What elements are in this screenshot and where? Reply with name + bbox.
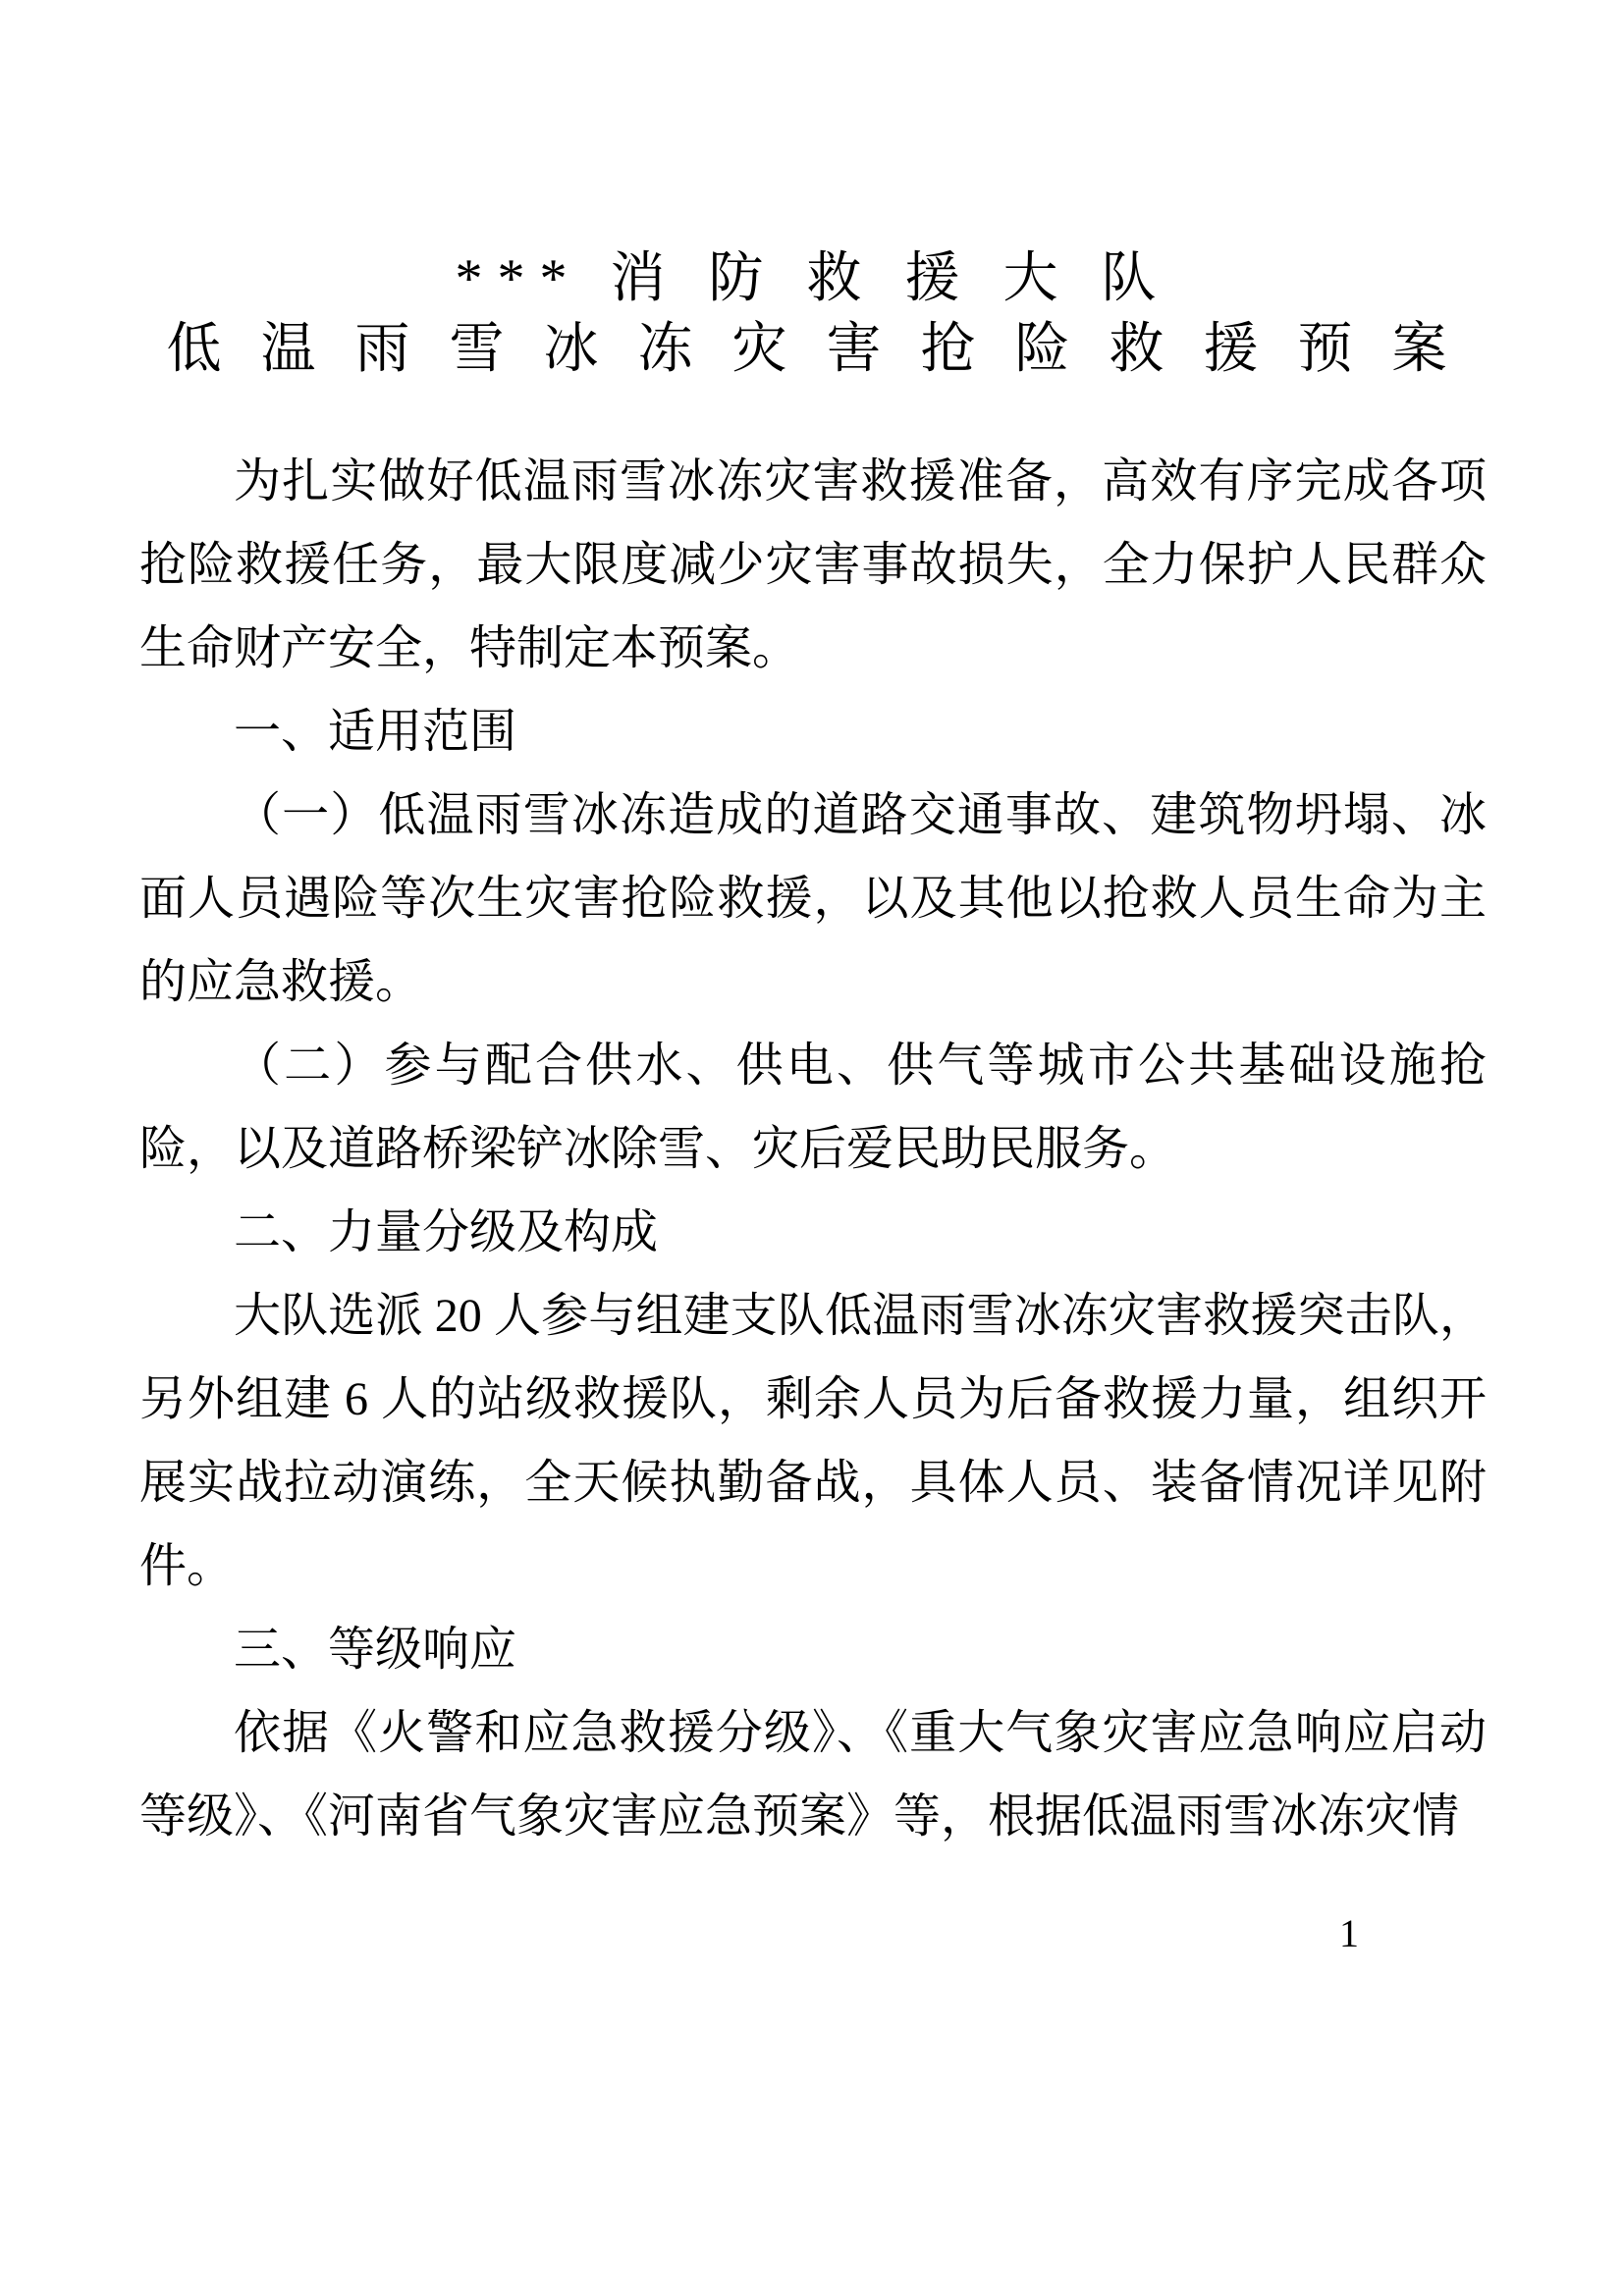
- paragraph-scope-item-1: （一）低温雨雪冰冻造成的道路交通事故、建筑物坍塌、冰面人员遇险等次生灾害抢险救援，以及其他以抢救人员生命为主的应急救援。: [139, 789, 1487, 1008]
- paragraph-scope-item-2: （二）参与配合供水、供电、供气等城市公共基础设施抢险，以及道路桥梁铲冰除雪、灾后爱民助民服务。: [139, 1040, 1487, 1175]
- document-title-line-2: 低 温 雨 雪 冰 冻 灾 害 抢 险 救 援 预 案: [166, 319, 1460, 380]
- section-heading-scope: 一、适用范围: [234, 706, 517, 758]
- paragraph-forces: 大队选派 20 人参与组建支队低温雨雪冰冻灾害救援突击队，另外组建 6 人的站级救援队，剩余人员为后备救援力量，组织开展实战拉动演练，全天候执勤备战，具体人员、装备情况详见附件。: [139, 1290, 1487, 1592]
- document-content: [139, 243, 1487, 1858]
- section-heading-forces: 二、力量分级及构成: [234, 1206, 659, 1258]
- document-title-line-1: *** 消 防 救 援 大 队: [455, 248, 1171, 309]
- page-number: 1: [1339, 1911, 1359, 1955]
- document-body: [139, 440, 1487, 1858]
- paragraph-intro: 为扎实做好低温雨雪冰冻灾害救援准备，高效有序完成各项抢险救援任务，最大限度减少灾害事故损失，全力保护人民群众生命财产安全，特制定本预案。: [139, 455, 1487, 674]
- paragraph-response-levels: 依据《火警和应急救援分级》、《重大气象灾害应急响应启动等级》、《河南省气象灾害应急预案》等，根据低温雨雪冰冻灾情: [139, 1707, 1487, 1842]
- section-heading-response-levels: 三、等级响应: [234, 1624, 517, 1676]
